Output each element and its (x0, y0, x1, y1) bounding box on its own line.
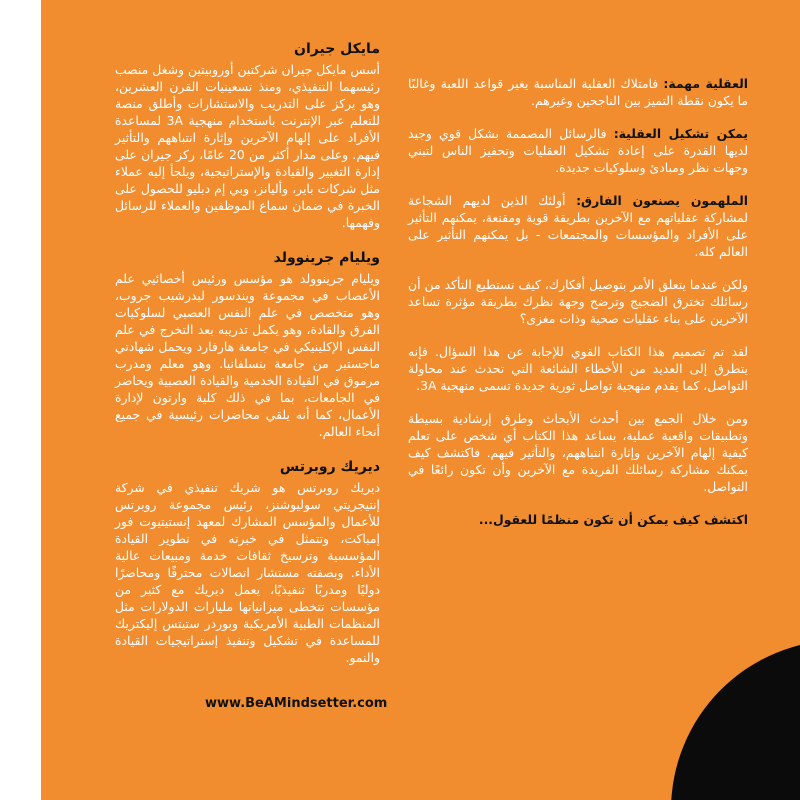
paragraph-text: ومن خلال الجمع بين أحدث الأبحاث وطرق إرشادية بسيطة وتطبيقات واقعية عملية، يساعد هذا الكتاب أي شخص على تعلم كيفية إلهام الآخرين وإثارة انتباههم، والتأثير فيهم. فاكتشف كيف يمكنك مشاركة رسائلك الفريدة مع الآخرين وأن تكون رائعًا في التواصل. (408, 411, 748, 494)
paragraph-text: ولكن عندما يتعلق الأمر بتوصيل أفكارك، كيف تستطيع التأكد من أن رسائلك تخترق الضجيج وترضح وجهة نظرك بطريقة مؤثرة تساعد الآخرين على بناء عقليات صحية وذات مغزى؟ (408, 277, 748, 326)
paragraph-lead: الملهمون يصنعون الفارق: (576, 193, 748, 208)
paragraph-lead: يمكن تشكيل العقلية: (613, 126, 748, 141)
body-paragraph (408, 276, 748, 327)
paragraph-lead: العقلية مهمة: (663, 76, 748, 91)
black-corner-shape (671, 640, 800, 800)
author-description: ديريك روبرتس هو شريك تنفيذي في شركة إنتيجريتي سوليوشنز، رئيس مجموعة روبرتس للأعمال والمؤسس المشارك لمعهد إنستيتيوت فور إمباكت، وتتمثل في خبرته في تطوير القيادة المؤسسية وترسيخ ثقافات خدمة ومبيعات عالية الأداء. وبصفته مستشار اتصالات محترفًا ومحاضرًا دوليًا ومدربًا تنفيذيًا، يعمل ديريك مع كثير من مؤسسات تتخطى ميزانياتها مليارات الدولارات مثل المنظمات الطبية الأمريكية وبوردر ستيتس إليكتريك للمساعدة في تشكيل وتنفيذ إستراتيجيات القيادة والنمو. (115, 480, 380, 665)
author-description: ويليام جرينوولد هو مؤسس ورئيس أخصائيي علم الأعصاب في مجموعة ويندسور ليدرشيب جروب، وهو متخصص في علم النفس العصبي لسلوكيات الفرق والقادة، وهو يكمل تدريبه بعد التخرج في علم النفس الإكلينيكي في جامعة هارفارد ويحمل شهادتي ماجستير من جامعة بنسلفانيا. وهو معلم ومدرب مرموق في القيادة الخدمية والقيادة العصبية ويحاضر في الجامعات، بما في ذلك كلية وارتون لإدارة الأعمال، كما أنه يلقي محاضرات رئيسية في جميع أنحاء العالم. (115, 271, 380, 439)
body-paragraph (408, 75, 748, 109)
paragraph-text: لقد تم تصميم هذا الكتاب القوي للإجابة عن هذا السؤال. فإنه يتطرق إلى العديد من الأخطاء الشائعة التي تحدث عند محاولة التواصل، كما يقدم منهجية تواصل ثورية جديدة تسمى منهجية 3A. (408, 344, 748, 393)
author-bio (115, 40, 380, 231)
author-bio (115, 249, 380, 440)
call-to-action: اكتشف كيف يمكن أن تكون منظمًا للعقول... (478, 512, 748, 527)
author-name: ديريك روبرتس (279, 459, 380, 475)
paragraph-text: فامتلاك العقلية المناسبة يغير قواعد اللعبة وغالبًا ما يكون نقطة التميز بين الناجحين وغيرهم. (408, 76, 748, 108)
body-paragraph (408, 125, 748, 176)
left-column (115, 40, 380, 684)
website-url[interactable]: www.BeAMindsetter.com (205, 696, 388, 711)
author-bio (115, 458, 380, 666)
author-name: مايكل جيران (294, 41, 380, 57)
body-paragraph (408, 343, 748, 394)
paragraph-text: فالرسائل المصممة بشكل قوي وجيد لديها القدرة على إعادة تشكيل العقليات وتحفيز الناس لتبني وجهات نظر ومبادئ وسلوكيات جديدة. (408, 126, 748, 175)
author-name: ويليام جرينوولد (273, 250, 380, 266)
right-column (408, 75, 748, 528)
paragraph-text: أولئك الذين لديهم الشجاعة لمشاركة عقلياتهم مع الآخرين بطريقة قوية ومقنعة، يمكنهم التأثير على الأفراد والمؤسسات والمجتمعات - بل يمكنهم التأثير على العالم كله. (408, 193, 748, 259)
body-paragraph (408, 192, 748, 260)
author-description: أسس مايكل جيران شركتين أوروبيتين وشغل منصب رئيسهما التنفيذي، ومنذ تسعينيات القرن العشرين، وهو يركز على التدريب والاستشارات وأطلق منصة للتعلم عبر الإنترنت باستخدام منهجية 3A لمساعدة الأفراد على إلهام الآخرين وإثارة انتباههم والتأثير فيهم. وعلى مدار أكثر من 20 عامًا، ركز جيران على إدارة التغيير والقيادة والإستراتيجية، ويلجأ إليه عملاء مثل شركات باير، وأليانز، وبي إم دبليو للحصول على الخبرة في ضمان سماع الموظفين والعملاء للرسائل وفهمها. (115, 62, 380, 230)
body-paragraph (408, 410, 748, 495)
